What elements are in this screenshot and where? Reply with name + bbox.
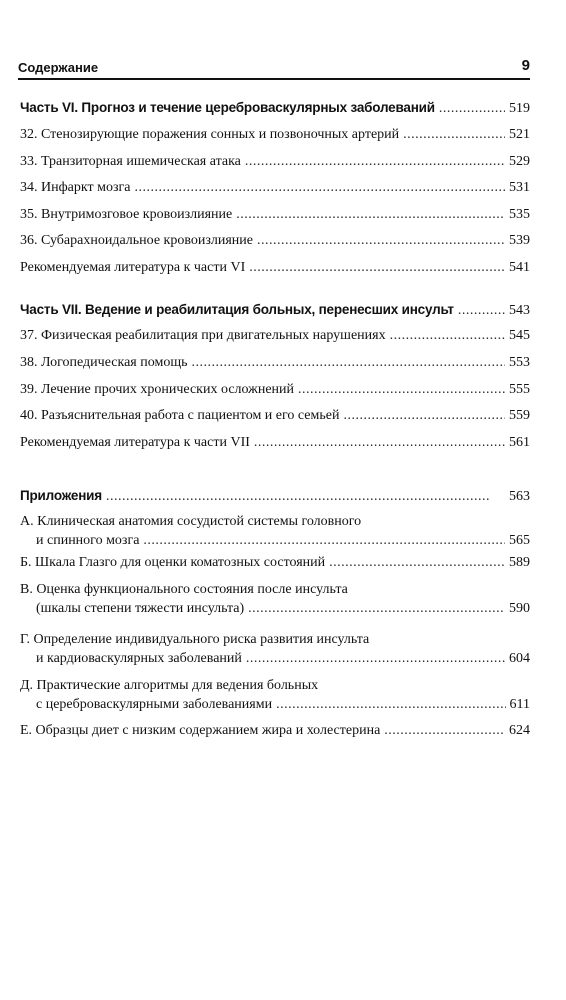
toc-entry-line [20, 98, 530, 117]
toc-entry-title: Приложения [20, 488, 102, 503]
toc-entry-title: 35. Внутримозговое кровоизлияние [20, 207, 233, 222]
toc-entry [20, 152, 530, 171]
toc-entry-title: 40. Разъяснительная работа с пациентом и его семьей [20, 408, 340, 423]
toc-entry-title: 38. Логопедическая помощь [20, 355, 188, 370]
toc-entry-title: Д. Практические алгоритмы для ведения больных [20, 678, 319, 693]
dot-leader [134, 178, 505, 197]
dot-leader [248, 599, 505, 618]
toc-entry [20, 178, 530, 197]
toc-page-number: 565 [509, 533, 530, 548]
toc-page-number: 590 [509, 601, 530, 616]
toc-entry-title: 39. Лечение прочих хронических осложнений [20, 382, 295, 397]
toc-page-number: 539 [509, 233, 530, 248]
page-number: 9 [521, 57, 530, 74]
toc-entry-line [20, 553, 530, 572]
toc-entry [20, 205, 530, 224]
toc-page-number: 529 [509, 154, 530, 169]
toc-entry-line [20, 695, 530, 714]
dot-leader [439, 99, 505, 118]
toc-entry-line [20, 178, 530, 197]
toc-page-number: 563 [509, 489, 530, 504]
toc-page-number: 521 [509, 127, 530, 142]
running-head-title: Содержание [18, 60, 99, 75]
toc-entry-line [20, 433, 530, 452]
toc-entry [20, 580, 530, 618]
toc-entry-line [20, 231, 530, 250]
toc-entry [20, 231, 530, 250]
toc-entry-line [20, 152, 530, 171]
toc-entry-title: 36. Субарахноидальное кровоизлияние [20, 233, 254, 248]
toc-entry [20, 553, 530, 572]
toc-entry-title: с цереброваскулярными заболеваниями [36, 697, 273, 712]
toc-entry-title: Б. Шкала Глазго для оценки коматозных состояний [20, 555, 326, 570]
toc-entry-line [20, 380, 530, 399]
toc-page-number: 541 [509, 260, 530, 275]
dot-leader [245, 152, 505, 171]
toc-entry [20, 512, 530, 550]
toc-entry-line [20, 406, 530, 425]
dot-leader [106, 487, 505, 506]
toc-page-number: 531 [509, 180, 530, 195]
toc-page-number: 535 [509, 207, 530, 222]
toc-entry-line [20, 486, 530, 505]
toc-entry-title: 37. Физическая реабилитация при двигательных нарушениях [20, 328, 386, 343]
dot-leader [403, 125, 505, 144]
dot-leader [458, 301, 505, 320]
toc-entry-line [20, 599, 530, 618]
toc-entry-title: Часть VII. Ведение и реабилитация больных, перенесших инсульт [20, 302, 454, 317]
toc-page-number: 519 [509, 101, 530, 116]
toc-entry-title: Г. Определение индивидуального риска развития инсульта [20, 632, 370, 647]
toc-entry [20, 258, 530, 277]
toc-entry-title: А. Клиническая анатомия сосудистой системы головного [20, 514, 362, 529]
toc-entry-line [20, 630, 530, 649]
toc-entry-line [20, 125, 530, 144]
toc-entry [20, 676, 530, 714]
toc-entry-line [20, 512, 530, 531]
toc-entry-title: В. Оценка функционального состояния после инсульта [20, 582, 348, 597]
toc-entry-title: (шкалы степени тяжести инсульта) [36, 601, 245, 616]
toc-entry-line [20, 353, 530, 372]
dot-leader [246, 649, 505, 668]
toc-entry [20, 326, 530, 345]
toc-page-number: 543 [509, 303, 530, 318]
toc-entry-title: 33. Транзиторная ишемическая атака [20, 154, 241, 169]
dot-leader [254, 433, 505, 452]
toc-entry [20, 125, 530, 144]
toc-entry [20, 721, 530, 740]
toc-entry-line [20, 649, 530, 668]
toc-entry-line [20, 531, 530, 550]
dot-leader [343, 406, 505, 425]
dot-leader [236, 205, 505, 224]
toc-entry-title: Рекомендуемая литература к части VII [20, 435, 250, 450]
toc-entry-line [20, 205, 530, 224]
toc-page-number: 559 [509, 408, 530, 423]
toc-entry [20, 630, 530, 668]
toc-entry-line [20, 580, 530, 599]
dot-leader [390, 326, 505, 345]
toc-page-number: 561 [509, 435, 530, 450]
toc-entry-title: и спинного мозга [36, 533, 140, 548]
toc-entry-title: Часть VI. Прогноз и течение цереброваскулярных заболеваний [20, 100, 435, 115]
toc-part-heading [20, 300, 530, 319]
toc-part-heading [20, 486, 530, 505]
toc-entry-title: и кардиоваскулярных заболеваний [36, 651, 242, 666]
dot-leader [384, 721, 505, 740]
dot-leader [143, 531, 505, 550]
dot-leader [276, 695, 505, 714]
toc-page-number: 553 [509, 355, 530, 370]
toc-entry [20, 433, 530, 452]
toc-entry-line [20, 326, 530, 345]
toc-entry-line [20, 676, 530, 695]
dot-leader [192, 353, 506, 372]
dot-leader [329, 553, 505, 572]
toc-entry [20, 380, 530, 399]
dot-leader [257, 231, 505, 250]
toc-entry [20, 353, 530, 372]
toc-page-number: 611 [509, 697, 530, 712]
toc-entry-title: 32. Стенозирующие поражения сонных и позвоночных артерий [20, 127, 400, 142]
toc-page-number: 545 [509, 328, 530, 343]
toc-entry [20, 406, 530, 425]
toc-entry-title: 34. Инфаркт мозга [20, 180, 131, 195]
toc-entry-line [20, 300, 530, 319]
dot-leader [298, 380, 505, 399]
toc-entry-line [20, 258, 530, 277]
toc-part-heading [20, 98, 530, 117]
toc-entry-title: Е. Образцы диет с низким содержанием жира и холестерина [20, 723, 381, 738]
toc-page-number: 555 [509, 382, 530, 397]
toc-entry-title: Рекомендуемая литература к части VI [20, 260, 246, 275]
toc-page-number: 589 [509, 555, 530, 570]
dot-leader [249, 258, 505, 277]
toc-page-number: 604 [509, 651, 530, 666]
toc-page-number: 624 [509, 723, 530, 738]
toc-entry-line [20, 721, 530, 740]
